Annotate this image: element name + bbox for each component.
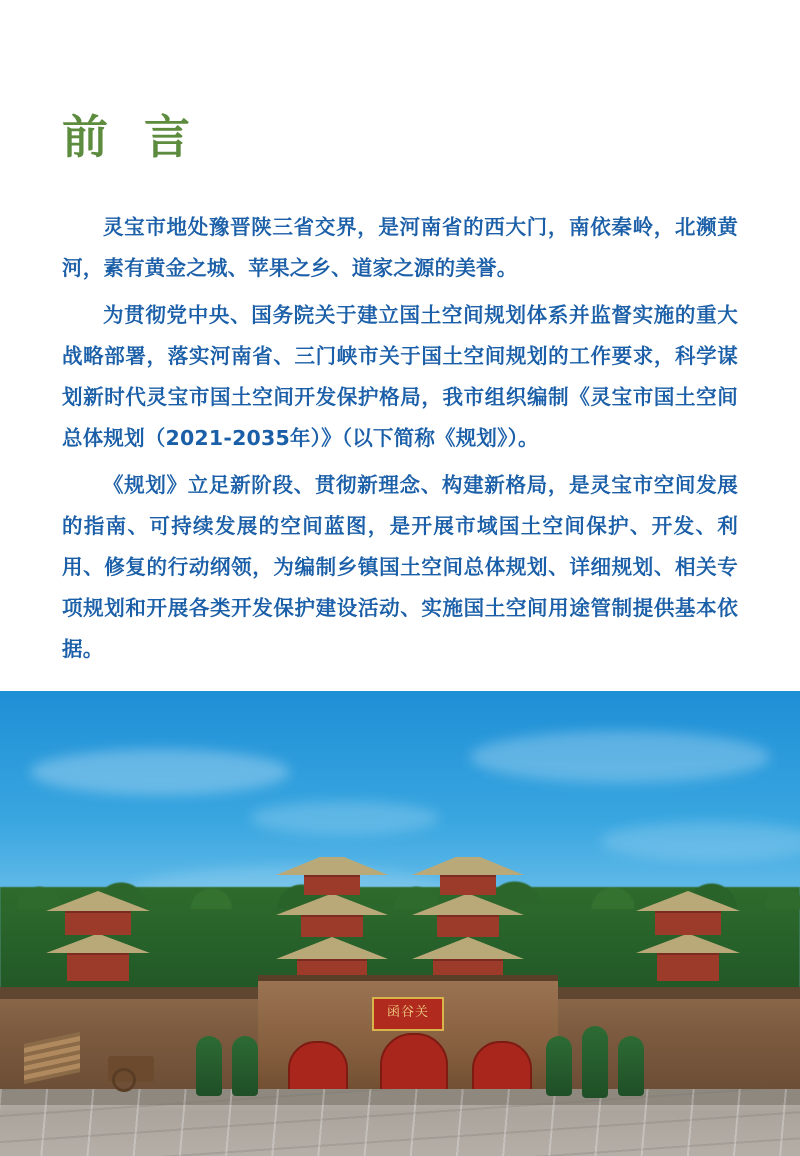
gate-house: [258, 975, 558, 1097]
pagoda-left: [46, 891, 150, 981]
gate-plaque: 函谷关: [372, 997, 444, 1031]
hero-photo: [0, 691, 800, 1156]
plaza-ground: [0, 1089, 800, 1156]
page-title: 前 言: [62, 110, 201, 164]
paragraph-1: 灵宝市地处豫晋陕三省交界，是河南省的西大门，南依秦岭，北濒黄河，素有黄金之城、苹果之乡、道家之源的美誉。: [62, 214, 738, 280]
cloud: [30, 749, 290, 795]
pagoda-center-right: [412, 857, 524, 989]
cloud: [470, 731, 770, 783]
plaza-paving: [0, 1089, 800, 1156]
pagoda-right: [636, 891, 740, 981]
shrub: [546, 1036, 572, 1096]
shrub: [618, 1036, 644, 1096]
paragraph-3: 《规划》立足新阶段、贯彻新理念、构建新格局，是灵宝市空间发展的指南、可持续发展的空间蓝图，是开展市域国土空间保护、开发、利用、修复的行动纲领，为编制乡镇国土空间总体规划、详细规划、相关专项规划和开展各类开发保护建设活动、实施国土空间用途管制提供基本依据。: [62, 472, 738, 661]
shrub: [232, 1036, 258, 1096]
pagoda-center-left: [276, 857, 388, 989]
gate-door-main: [380, 1033, 448, 1097]
shrub: [196, 1036, 222, 1096]
cloud: [250, 801, 440, 835]
shrub: [582, 1026, 608, 1098]
body-copy: [62, 207, 738, 670]
wooden-cart-prop: [108, 1056, 154, 1082]
paragraph-2: 为贯彻党中央、国务院关于建立国土空间规划体系并监督实施的重大战略部署，落实河南省、三门峡市关于国土空间规划的工作要求，科学谋划新时代灵宝市国土空间开发保护格局，我市组织编制《灵宝市国土空间总体规划（2021-2035年）》（以下简称《规划》）。: [62, 302, 738, 450]
